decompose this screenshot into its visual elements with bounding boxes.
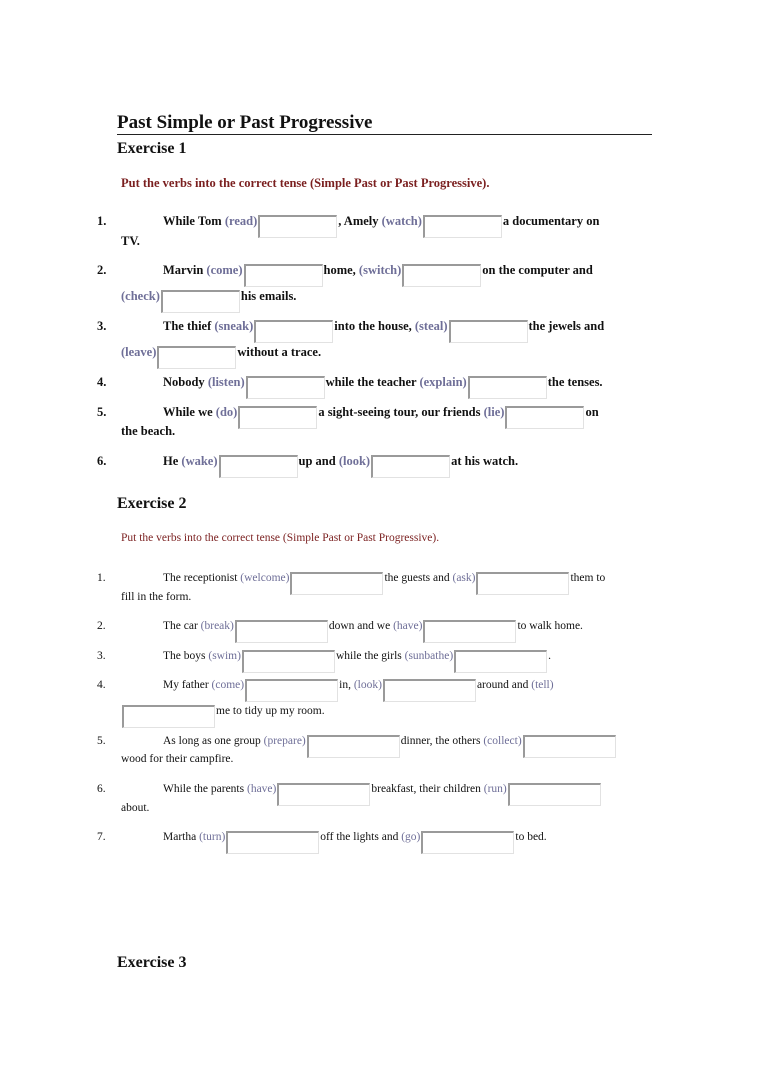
item-number: 1. [97,572,106,584]
sentence-text: his emails. [240,289,297,303]
answer-input[interactable] [122,705,215,728]
answer-input[interactable] [523,735,616,758]
exercise-item-line [163,374,603,399]
item-number: 1. [97,214,107,228]
verb-hint: (come) [206,263,243,277]
sentence-text: them to [570,572,606,584]
verb-hint: (wake) [181,454,218,468]
exercise-heading: Exercise 2 [117,495,187,512]
sentence-text: Martha [163,831,200,843]
exercise-item-line [121,233,140,249]
verb-hint: (sneak) [214,319,254,333]
answer-input[interactable] [476,572,569,595]
exercise-item-line [163,404,599,429]
item-number: 6. [97,454,107,468]
verb-hint: (read) [224,214,258,228]
verb-hint: (go) [401,831,421,843]
sentence-text: a sight-seeing tour, our friends [318,405,484,419]
sentence-text: While the parents [163,783,247,795]
answer-input[interactable] [383,679,476,702]
sentence-text: around and [476,679,532,691]
answer-input[interactable] [402,264,481,287]
verb-hint: (turn) [199,831,226,843]
item-number: 4. [97,679,106,691]
sentence-text: to bed. [515,831,547,843]
answer-input[interactable] [245,679,338,702]
answer-input[interactable] [468,376,547,399]
sentence-text: to walk home. [517,620,583,632]
exercise-item-line [163,618,583,643]
sentence-text: at his watch. [451,454,519,468]
exercise-item-line [121,589,191,605]
answer-input[interactable] [219,455,298,478]
verb-hint: (have) [246,783,277,795]
answer-input[interactable] [508,783,601,806]
answer-input[interactable] [238,406,317,429]
item-number: 3. [97,319,107,333]
verb-hint: (lie) [483,405,505,419]
answer-input[interactable] [449,320,528,343]
answer-input[interactable] [505,406,584,429]
answer-input[interactable] [161,290,240,313]
answer-input[interactable] [242,650,335,673]
verb-hint: (tell) [531,679,554,691]
sentence-text: up and [298,454,339,468]
sentence-text: the beach. [121,424,176,438]
item-number: 2. [97,620,106,632]
answer-input[interactable] [246,376,325,399]
item-number: 2. [97,263,107,277]
sentence-text: down and we [328,620,394,632]
sentence-text: breakfast, their children [371,783,484,795]
sentence-text: The receptionist [163,572,241,584]
sentence-text: As long as one group [163,735,264,747]
verb-hint: (collect) [483,735,522,747]
item-number: 3. [97,650,106,662]
item-number: 5. [97,735,106,747]
item-number: 7. [97,831,106,843]
exercise-heading: Exercise 1 [117,140,187,157]
verb-hint: (explain) [419,375,467,389]
sentence-text: The car [163,620,201,632]
exercise-item-line [121,288,296,313]
answer-input[interactable] [157,346,236,369]
exercise-item-line [121,344,321,369]
verb-hint: (ask) [452,572,476,584]
verb-hint: (break) [200,620,234,632]
verb-hint: (prepare) [263,735,306,747]
verb-hint: (listen) [207,375,245,389]
exercise-instruction: Put the verbs into the correct tense (Simple Past or Past Progressive). [121,532,440,544]
sentence-text: on [585,405,599,419]
sentence-text: me to tidy up my room. [216,705,325,717]
exercise-item-line [163,570,605,595]
verb-hint: (watch) [381,214,422,228]
page-title: Past Simple or Past Progressive [117,112,652,135]
sentence-text: . [548,650,552,662]
verb-hint: (swim) [208,650,241,662]
verb-hint: (do) [215,405,238,419]
sentence-text: home, [323,263,359,277]
verb-hint: (sunbathe) [404,650,454,662]
sentence-text: a documentary on [502,214,600,228]
answer-input[interactable] [277,783,370,806]
exercise-item-line [163,213,599,238]
sentence-text: on the computer and [482,263,593,277]
exercise-item-line [121,423,175,439]
answer-input[interactable] [421,831,514,854]
exercise-item-line [121,800,149,816]
sentence-text: Marvin [163,263,207,277]
sentence-text: the jewels and [528,319,605,333]
sentence-text: The thief [163,319,215,333]
sentence-text: , Amely [338,214,382,228]
verb-hint: (look) [353,679,382,691]
answer-input[interactable] [254,320,333,343]
item-number: 5. [97,405,107,419]
exercise-item-line [163,781,602,806]
sentence-text: dinner, the others [400,735,484,747]
answer-input[interactable] [423,215,502,238]
sentence-text: without a trace. [237,345,322,359]
sentence-text: The boys [163,650,209,662]
exercise-item-line [163,318,604,343]
sentence-text: while the teacher [325,375,420,389]
sentence-text: in, [339,679,354,691]
sentence-text: off the lights and [320,831,402,843]
item-number: 6. [97,783,106,795]
answer-input[interactable] [454,650,547,673]
sentence-text: While Tom [163,214,225,228]
verb-hint: (leave) [121,345,157,359]
verb-hint: (come) [211,679,245,691]
verb-hint: (steal) [414,319,448,333]
sentence-text: My father [163,679,212,691]
sentence-text: while the girls [335,650,405,662]
sentence-text: the guests and [384,572,453,584]
answer-input[interactable] [371,455,450,478]
sentence-text: the tenses. [547,375,603,389]
answer-input[interactable] [307,735,400,758]
verb-hint: (check) [121,289,160,303]
answer-input[interactable] [290,572,383,595]
exercise-item-line [163,453,518,478]
verb-hint: (switch) [358,263,402,277]
answer-input[interactable] [258,215,337,238]
sentence-text: While we [163,405,216,419]
answer-input[interactable] [226,831,319,854]
verb-hint: (welcome) [240,572,290,584]
verb-hint: (look) [338,454,371,468]
exercise-3-heading: Exercise 3 [117,954,187,971]
answer-input[interactable] [235,620,328,643]
sentence-text: fill in the form. [121,591,192,603]
exercise-item-line [163,677,554,702]
item-number: 4. [97,375,107,389]
exercise-item-line [163,262,593,287]
sentence-text: He [163,454,182,468]
sentence-text: about. [121,802,150,814]
exercise-item-line [163,648,551,673]
exercise-item-line [121,751,233,767]
sentence-text: into the house, [334,319,415,333]
sentence-text: Nobody [163,375,208,389]
exercise-item-line [121,703,325,728]
exercise-item-line [163,829,547,854]
sentence-text: wood for their campfire. [121,753,234,765]
sentence-text: TV. [121,234,140,248]
answer-input[interactable] [423,620,516,643]
verb-hint: (run) [483,783,507,795]
answer-input[interactable] [244,264,323,287]
exercise-instruction: Put the verbs into the correct tense (Simple Past or Past Progressive). [121,176,490,190]
verb-hint: (have) [393,620,423,632]
